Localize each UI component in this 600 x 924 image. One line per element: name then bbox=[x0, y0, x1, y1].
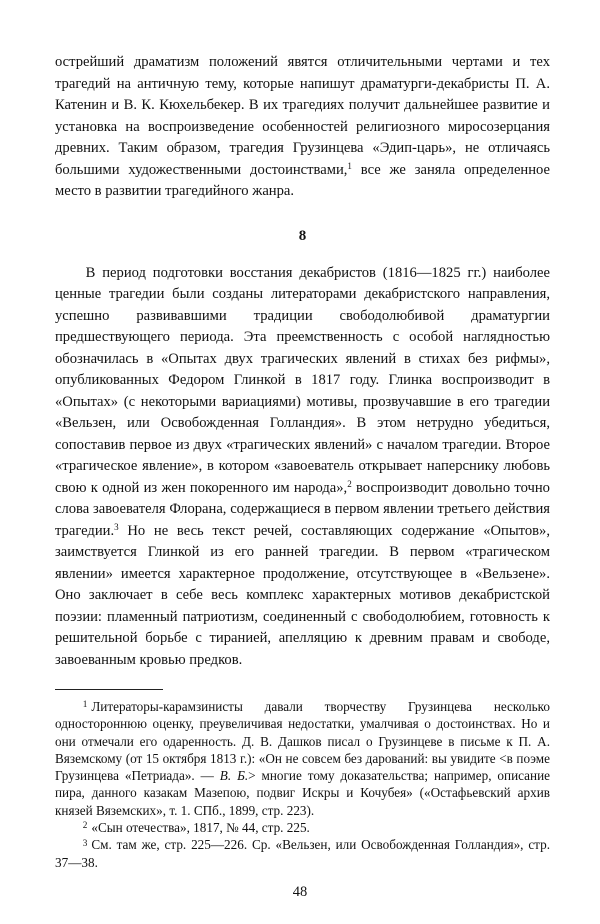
page-number: 48 bbox=[292, 884, 308, 900]
footnote-2 bbox=[55, 819, 550, 836]
main-text-3: Но не весь текст речей, составляющих содержание «Опытов», заимствуется Глинкой из его ранней трагедии. В первом «трагическом явлении» имеется характерное продолжение, отсутствующее в «Вельзене». Оно заключает в себе весь комплекс характерных мотивов декабристской поэзии: пламенный патриотизм, соединенный с свободолюбием, готовность к решительной борьбе с тиранией, апелляцию к древним правам и свободе, завоеванным кровью предков. bbox=[55, 522, 550, 668]
main-text-2: воспроизводит довольно точно слова завоевателя Флорана, содержащиеся в первом явлении третьего действия трагедии. bbox=[55, 479, 550, 539]
footnote-1-text-c: > многие тому доказательства; например, описание пира, данного казакам Мазепою, подвиг Искры и Кочубея» («Остафьевский архив князей Вяземских», т. 1. СПб., 1899, стр. 223). bbox=[55, 768, 550, 818]
footnote-1 bbox=[55, 698, 550, 819]
intro-text-2: все же заняла определенное место в развитии трагедийного жанра. bbox=[55, 161, 550, 199]
intro-paragraph bbox=[55, 52, 550, 203]
footnote-3-mark: 3 bbox=[82, 837, 88, 848]
footnote-3 bbox=[55, 836, 550, 871]
footnote-1-initials: В. Б. bbox=[219, 768, 249, 784]
footnote-2-text: «Сын отечества», 1817, № 44, стр. 225. bbox=[91, 820, 310, 836]
page-body bbox=[55, 52, 550, 871]
footnote-2-mark: 2 bbox=[82, 820, 88, 831]
footnote-3-text: См. там же, стр. 225—226. Ср. «Вельзен, или Освобожденная Голландия», стр. 37—38. bbox=[55, 837, 550, 870]
footnote-ref-1[interactable]: 1 bbox=[347, 160, 352, 171]
footnote-ref-3[interactable]: 3 bbox=[114, 521, 119, 532]
main-text-1: В период подготовки восстания декабристов (1816—1825 гг.) наиболее ценные трагедии были созданы литераторами декабристского направления, успешно развивавшими традиции свободолюбивой драматургии предшествующего периода. Эта преемственность с особой наглядностью обозначилась в «Опытах двух трагических явлений в стихах без рифмы», опубликованных Федором Глинкой в 1817 году. Глинка воспроизводит в «Опытах» (с некоторыми вариациями) мотивы, прозвучавшие в его трагедии «Вельзен, или Освобожденная Голландия». В этом нетрудно убедиться, сопоставив первое из двух «трагических явлений» с началом трагедии. Второе «трагическое явление», в котором «завоеватель открывает наперснику любовь свою к одной из жен покоренного им народа», bbox=[55, 264, 550, 496]
footnote-divider bbox=[55, 689, 163, 690]
section-number: 8 bbox=[298, 227, 307, 244]
intro-text-1: острейший драматизм положений явятся отличительными чертами и тех трагедий на античную тему, которые напишут драматурги-декабристы П. А. Катенин и В. К. Кюхельбекер. В их трагедиях получит дальнейшее развитие и установка на воспроизведение особенностей религиозного миросозерцания древних. Таким образом, трагедия Грузинцева «Эдип-царь», не отличаясь большими художественными достоинствами, bbox=[55, 54, 550, 178]
footnote-1-text-a: Литераторы-карамзинисты давали творчеству Грузинцева несколько одностороннюю оценку, преувеличивая недостатки, умалчивая о достоинствах. Но и они отмечали его одаренность. Д. В. Дашков писал о Грузинцеве в письме к П. А. Вяземскому (от 15 октября 1813 г.): «Он не совсем без дарований: вы увидите <в поэме Грузинцева «Петриада». — bbox=[55, 699, 550, 784]
main-paragraph bbox=[55, 263, 550, 672]
footnote-ref-2[interactable]: 2 bbox=[347, 478, 352, 489]
footnote-1-mark: 1 bbox=[82, 699, 88, 710]
